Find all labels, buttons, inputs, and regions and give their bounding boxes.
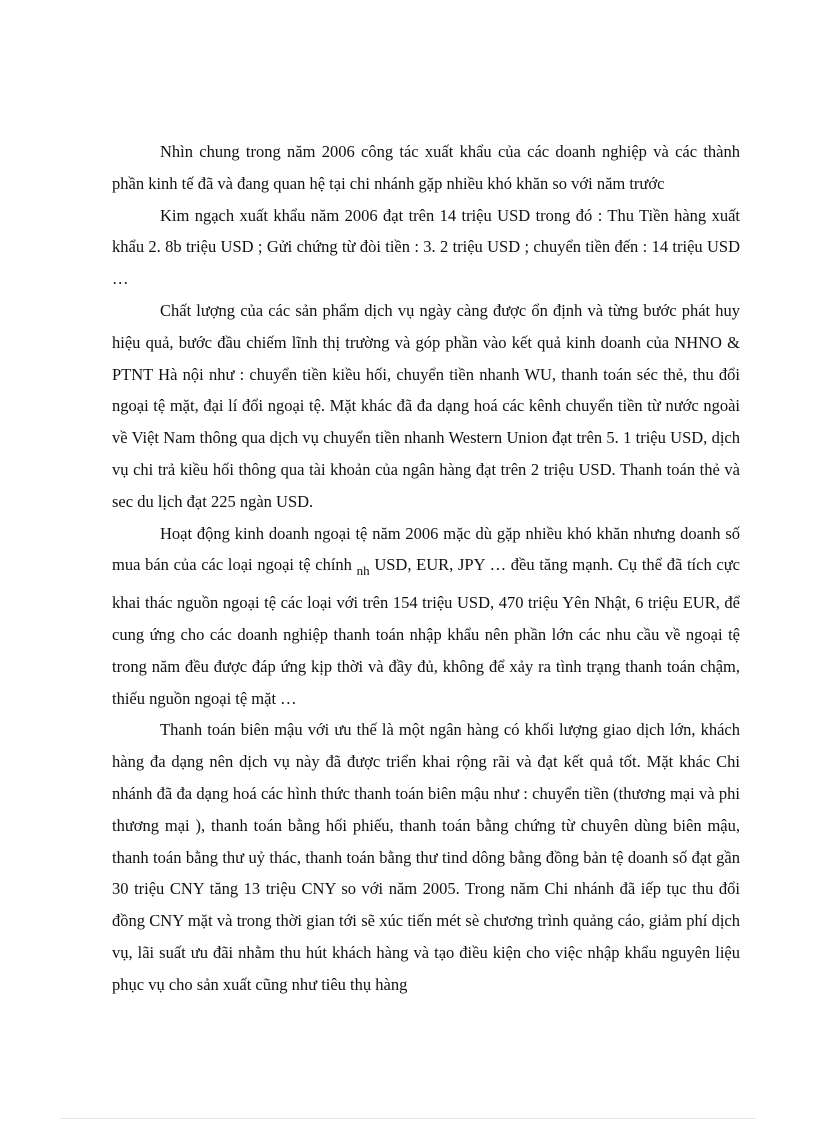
paragraph-border-trade-payment: Thanh toán biên mậu với ưu thế là một ngân hàng có khối lượng giao dịch lớn, khách hàng đa dạng nên dịch vụ này đã được triển khai rộng rãi và đạt kết quả tốt. Mặt khác Chi nhánh đã đa dạng hoá các hình thức thanh toán biên mậu như : chuyển tiền (thương mại và phi thương mại ), thanh toán bằng hối phiếu, thanh toán bằng chứng từ chuyên dùng biên mậu, thanh toán bằng thư uỷ thác, thanh toán bằng thư tind dông bằng đồng bản tệ doanh số đạt gần 30 triệu CNY tăng 13 triệu CNY so với năm 2005. Trong năm Chi nhánh đã iếp tục thu đổi đồng CNY mặt và trong thời gian tới sẽ xúc tiến mét sè chương trình quảng cáo, giảm phí dịch vụ, lãi suất ưu đãi nhằm thu hút khách hàng và tạo điều kiện cho việc nhập khẩu nguyên liệu phục vụ cho sản xuất cũng như tiêu thụ hàng <box>112 720 740 994</box>
document-body <box>112 136 740 1001</box>
paragraph-foreign-currency-part2: USD, EUR, JPY … đều tăng mạnh. Cụ thể đã tích cực khai thác nguồn ngoại tệ các loại với trên 154 triệu USD, 470 triệu Yên Nhật, 6 triệu EUR, để cung ứng cho các doanh nghiệp thanh toán nhập khẩu nên phần lớn các nhu cầu về ngoại tệ trong năm đều được đáp ứng kịp thời và đầy đủ, không để xảy ra tình trạng thanh toán chậm, thiếu nguồn ngoại tệ mặt … <box>112 555 740 708</box>
paragraph-foreign-currency <box>112 518 740 715</box>
paragraph-foreign-currency-subscript: nh <box>356 563 370 579</box>
paragraph-export-turnover: Kim ngạch xuất khẩu năm 2006 đạt trên 14 triệu USD trong đó : Thu Tiền hàng xuất khẩu 2. 8b triệu USD ; Gửi chứng từ đòi tiền : 3. 2 triệu USD ; chuyển tiền đến : 14 triệu USD … <box>112 205 740 289</box>
page-bottom-divider <box>60 1118 756 1119</box>
paragraph-service-quality: Chất lượng của các sản phẩm dịch vụ ngày càng được ổn định và từng bước phát huy hiệu quả, bước đầu chiếm lĩnh thị trường và góp phần vào kết quả kinh doanh của NHNO & PTNT Hà nội như : chuyển tiền kiều hối, chuyển tiền nhanh WU, thanh toán séc thẻ, thu đổi ngoại tệ mặt, đại lí đổi ngoại tệ. Mặt khác đã đa dạng hoá các kênh chuyển tiền từ nước ngoài về Việt Nam thông qua dịch vụ chuyển tiền nhanh Western Union đạt trên 5. 1 triệu USD, dịch vụ chi trả kiều hối thông qua tài khoản của ngân hàng đạt trên 2 triệu USD. Thanh toán thẻ và sec du lịch đạt 225 ngàn USD. <box>112 300 740 511</box>
paragraph-foreign-currency-part1: Hoạt động kinh doanh ngoại tệ năm 2006 mặc dù gặp nhiều khó khăn nhưng doanh số mua bán của các loại ngoại tệ chính <box>112 523 740 575</box>
paragraph-export-overview: Nhìn chung trong năm 2006 công tác xuất khẩu của các doanh nghiệp và các thành phần kinh tế đã và đang quan hệ tại chi nhánh gặp nhiều khó khăn so với năm trước <box>112 142 740 193</box>
